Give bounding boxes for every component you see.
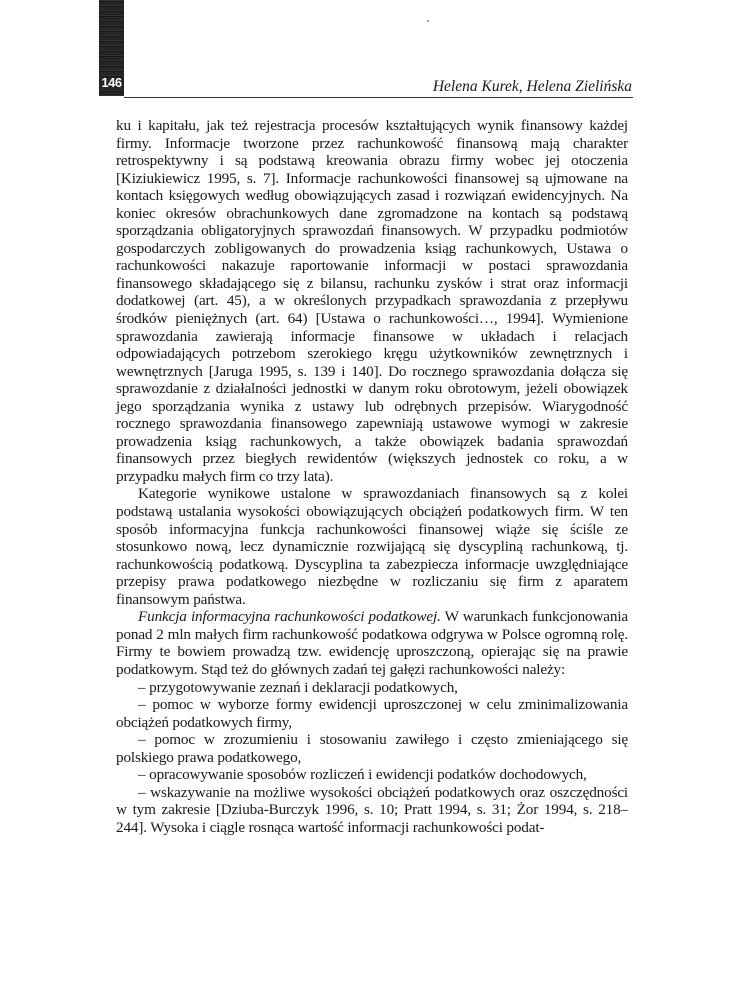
list-item: – opracowywanie sposobów rozliczeń i ewidencji podatków dochodowych, xyxy=(138,766,587,784)
list-item: – wskazywanie na możliwe wysokości obciążeń podatkowych oraz oszczędności w tym zakresie [Dziuba-Burczyk 1996, s. 10; Pratt 1994, s. 31; Żor 1994, s. 218–244]. Wysoka i ciągle rosnąca wartość informacji rachunkowości podat- xyxy=(116,783,628,836)
list-item: – pomoc w zrozumieniu i stosowaniu zawiłego i często zmieniającego się polskiego prawa podatkowego, xyxy=(116,731,628,766)
body-text xyxy=(116,117,628,836)
list-item: – pomoc w wyborze formy ewidencji uproszczonej w celu zminimalizowania obciążeń podatkowych firmy, xyxy=(116,696,628,731)
section-run-in-heading: Funkcja informacyjna rachunkowości podatkowej. xyxy=(138,608,441,626)
paragraph-3 xyxy=(116,608,628,678)
scan-speck xyxy=(427,20,429,22)
header-rule xyxy=(124,97,633,98)
paragraph-2: Kategorie wynikowe ustalone w sprawozdaniach finansowych są z kolei podstawą ustalania wysokości obowiązujących obciążeń podatkowych firm. W ten sposób informacyjna funkcja rachunkowości finansowej wiąże się ściśle ze stosunkowo nową, lecz dynamicznie rozwijającą się dyscypliną rachunkową, tj. rachunkowością podatkową. Dyscyplina ta zabezpiecza informacje uwzględniające przepisy prawa podatkowego niezbędne w rozliczaniu się firm z aparatem finansowym państwa. xyxy=(116,485,628,608)
paragraph-3-text: W warunkach funkcjonowania ponad 2 mln małych firm rachunkowość podatkowa odgrywa w Polsce ogromną rolę. Firmy te bowiem prowadzą tzw. ewidencję uproszczoną, opierając się na prawie podatkowym. Stąd też do głównych zadań tej gałęzi rachunkowości należy: xyxy=(116,608,629,678)
running-head-authors: Helena Kurek, Helena Zielińska xyxy=(432,78,632,95)
paragraph-1: ku i kapitału, jak też rejestracja procesów kształtujących wynik finansowy każdej firmy. Informacje tworzone przez rachunkowość finansową mają charakter retrospektywny i są podstawą kreowania obrazu firmy wobec jej otoczenia [Kiziukiewicz 1995, s. 7]. Informacje rachunkowości finansowej są ujmowane na kontach księgowych według obowiązujących zasad i rozwiązań ewidencyjnych. Na koniec okresów obrachunkowych dane zgromadzone na kontach są podstawą sporządzania obligatoryjnych sprawozdań finansowych. W przypadku podmiotów gospodarczych zobligowanych do prowadzenia ksiąg rachunkowych, Ustawa o rachunkowości nakazuje raportowanie informacji w postaci sprawozdania finansowego składającego się z bilansu, rachunku zysków i strat oraz informacji dodatkowej (art. 45), a w określonych przypadkach sprawozdania z przepływu środków pieniężnych (art. 64) [Ustawa o rachunkowości…, 1994]. Wymienione sprawozdania zawierają informacje finansowe w układach i relacjach odpowiadających potrzebom szerokiego kręgu użytkowników zewnętrznych i wewnętrznych [Jaruga 1995, s. 139 i 140]. Do rocznego sprawozdania dołącza się sprawozdanie z działalności jednostki w danym roku obrotowym, jeżeli obowiązek jego sporządzania wynika z ustawy lub odrębnych przepisów. Wiarygodność rocznego sprawozdania finansowego zapewniają ustawowe wymogi w zakresie prowadzenia ksiąg rachunkowych, a także obowiązek badania sprawozdań finansowych przez biegłych rewidentów (większych jednostek co roku, a w przypadku małych firm co trzy lata). xyxy=(116,117,628,485)
list-item: – przygotowywanie zeznań i deklaracji podatkowych, xyxy=(138,678,458,696)
page-number: 146 xyxy=(101,75,122,90)
